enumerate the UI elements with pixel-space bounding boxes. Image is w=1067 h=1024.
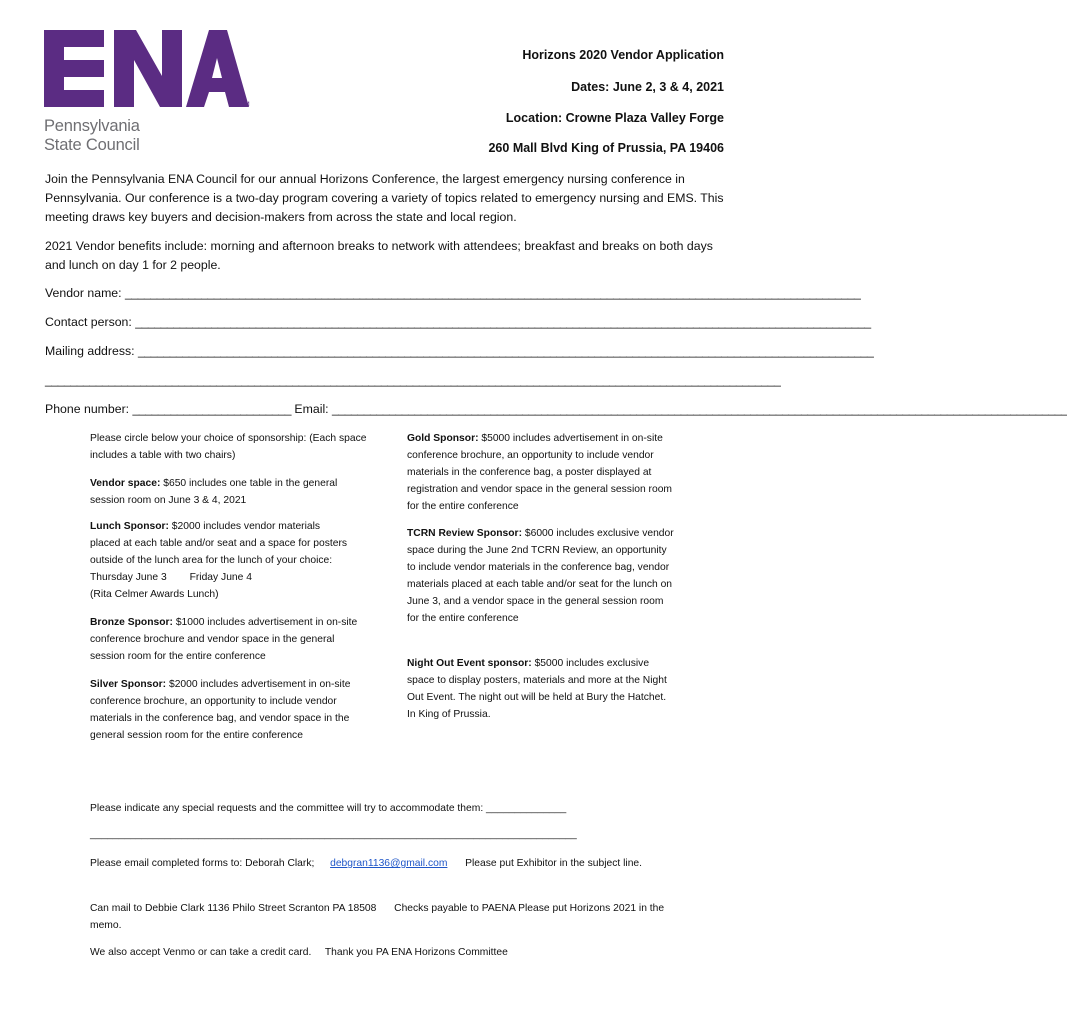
checks-payable-text: Checks payable to PAENA Please put Horizons 2021 in the memo. xyxy=(90,903,665,931)
special-requests-line[interactable]: Please indicate any special requests and the committee will try to accommodate them: ______________ xyxy=(90,803,567,814)
email-instructions xyxy=(90,855,690,872)
lunch-sponsor-note: (Rita Celmer Awards Lunch) xyxy=(90,589,219,600)
contact-person-field[interactable] xyxy=(45,315,871,329)
benefits-paragraph: 2021 Vendor benefits include: morning and afternoon breaks to network with attendees; breakfast and breaks on both days and lunch on day 1 for 2 people. xyxy=(45,239,713,272)
silver-sponsor-option[interactable] xyxy=(90,676,362,744)
document-title: Horizons 2020 Vendor Application xyxy=(522,48,724,62)
night-out-sponsor-option[interactable] xyxy=(407,655,675,723)
mailing-address-label: Mailing address: xyxy=(45,344,135,358)
intro-paragraph: Join the Pennsylvania ENA Council for our annual Horizons Conference, the largest emergency nursing conference in Pennsylvania. Our conference is a two-day program covering a variety of topics related to emergency nursing and EMS. This meeting draws key buyers and decision-makers from across the state and local region. xyxy=(45,172,724,224)
vendor-space-label: Vendor space: xyxy=(90,478,161,489)
night-out-sponsor-text: $5000 includes exclusive space to display posters, materials and more at the Night Out Event. The night out will be held at Bury the Hatchet. In King of Prussia. xyxy=(407,658,667,720)
silver-sponsor-text: $2000 includes advertisement in on-site conference brochure, an opportunity to include vendor materials in the conference bag, and vendor space in the general session room for the entire conference xyxy=(90,679,351,741)
bronze-sponsor-text: $1000 includes advertisement in on-site conference brochure and vendor space in the general session room for the entire conference xyxy=(90,617,358,662)
event-address: 260 Mall Blvd King of Prussia, PA 19406 xyxy=(488,141,724,155)
phone-number-line[interactable]: _________________________ xyxy=(132,402,291,416)
trademark-mark: TM xyxy=(241,102,250,108)
mailing-address-line[interactable]: ____________________________________________________________________________________________________________________ xyxy=(137,344,874,358)
lunch-sponsor-text: $2000 includes vendor materials placed at each table and/or seat and a space for posters outside of the lunch area for the lunch of your choice: xyxy=(90,521,348,566)
ena-logo-mark xyxy=(44,30,249,107)
gold-sponsor-text: $5000 includes advertisement in on-site conference brochure, an opportunity to include vendor materials in the conference bag, a poster displayed at registration and vendor space in the general session room for the entire conference xyxy=(407,433,673,512)
payment-note xyxy=(90,944,690,961)
night-out-sponsor-label: Night Out Event sponsor: xyxy=(407,658,532,669)
email-subject-text: Please put Exhibitor in the subject line. xyxy=(465,858,643,869)
contact-person-label: Contact person: xyxy=(45,315,132,329)
ena-logo xyxy=(44,30,254,155)
tcrn-sponsor-label: TCRN Review Sponsor: xyxy=(407,528,522,539)
mailing-address-line2-fill[interactable]: ____________________________________________________________________________________________________________________ xyxy=(45,373,781,387)
email-label: Email: xyxy=(294,402,329,416)
phone-number-label: Phone number: xyxy=(45,402,130,416)
logo-subtitle-line2: State Council xyxy=(44,136,140,154)
vendor-name-label: Vendor name: xyxy=(45,286,122,300)
event-location: Location: Crowne Plaza Valley Forge xyxy=(505,111,724,125)
phone-email-field[interactable] xyxy=(45,402,1067,416)
vendor-name-line[interactable]: ____________________________________________________________________________________________________________________ xyxy=(125,286,861,300)
sponsorship-instructions: Please circle below your choice of sponsorship: (Each space includes a table with two chairs) xyxy=(90,433,367,461)
gold-sponsor-option[interactable] xyxy=(407,430,675,515)
bronze-sponsor-option[interactable] xyxy=(90,614,365,665)
mailing-address-line2[interactable] xyxy=(45,373,781,387)
contact-person-line[interactable]: ____________________________________________________________________________________________________________________ xyxy=(135,315,871,329)
logo-subtitle xyxy=(44,117,254,155)
lunch-option-thursday[interactable]: Thursday June 3 xyxy=(90,572,167,583)
mail-address-text: Can mail to Debbie Clark 1136 Philo Street Scranton PA 18508 xyxy=(90,903,377,914)
lunch-sponsor-label: Lunch Sponsor: xyxy=(90,521,169,532)
mailing-address-field[interactable] xyxy=(45,344,874,358)
bronze-sponsor-label: Bronze Sponsor: xyxy=(90,617,173,628)
venmo-text: We also accept Venmo or can take a credit card. xyxy=(90,947,312,958)
gold-sponsor-label: Gold Sponsor: xyxy=(407,433,479,444)
lunch-option-friday[interactable]: Friday June 4 xyxy=(189,572,252,583)
vendor-space-text: $650 includes one table in the general session room on June 3 & 4, 2021 xyxy=(90,478,338,506)
vendor-name-field[interactable] xyxy=(45,286,861,300)
event-dates: Dates: June 2, 3 & 4, 2021 xyxy=(571,80,724,94)
mail-instructions xyxy=(90,900,690,934)
special-requests-fill[interactable]: _____________________________________________________________________________________ xyxy=(90,829,577,840)
tcrn-sponsor-option[interactable] xyxy=(407,525,675,627)
email-line[interactable]: ____________________________________________________________________________________________________________________ xyxy=(332,402,1067,416)
email-forms-text: Please email completed forms to: Deborah Clark; xyxy=(90,858,315,869)
thanks-text: Thank you PA ENA Horizons Committee xyxy=(324,947,508,958)
silver-sponsor-label: Silver Sponsor: xyxy=(90,679,167,690)
tcrn-sponsor-text: $6000 includes exclusive vendor space during the June 2nd TCRN Review, an opportunity to include vendor materials in the conference bag, vendor materials placed at each table and/or seat for the lunch on June 3, and a vendor space in the general session room for the entire conference xyxy=(407,528,674,624)
email-link[interactable]: debgran1136@gmail.com xyxy=(330,858,448,869)
logo-subtitle-line1: Pennsylvania xyxy=(44,117,140,135)
lunch-sponsor-option[interactable] xyxy=(90,518,352,603)
vendor-space-option[interactable] xyxy=(90,475,350,509)
